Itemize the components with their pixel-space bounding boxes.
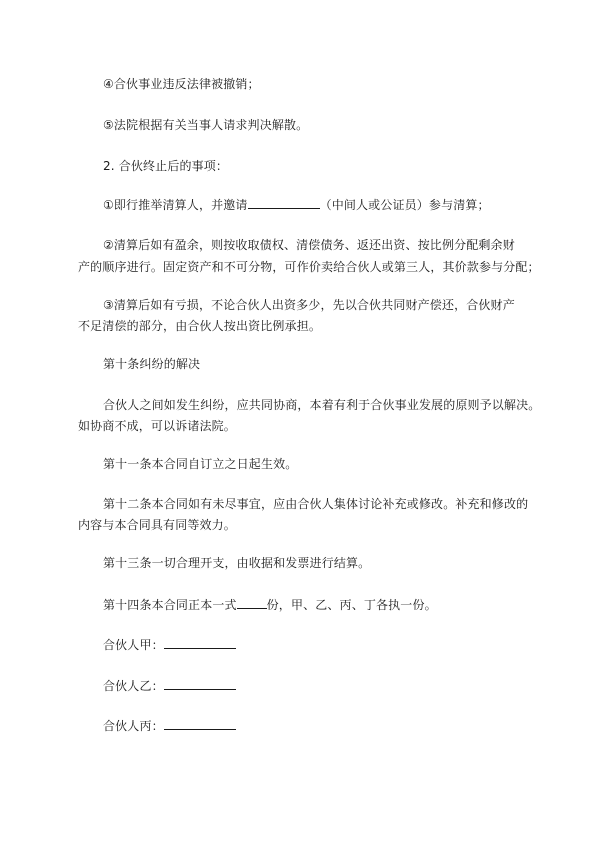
section-2-title: 2. 合伙终止后的事项：	[103, 159, 229, 173]
signature-partner-b	[103, 677, 563, 694]
article-11: 第十一条本合同自订立之日起生效。	[103, 457, 298, 471]
sub-item-2-line-1: ②清算后如有盈余，则按收取债权、清偿债务、返还出资、按比例分配剩余财	[103, 238, 515, 252]
copies-blank	[237, 596, 267, 609]
sub-item-3-line-2: 不足清偿的部分，由合伙人按出资比例承担。	[78, 319, 322, 333]
partner-a-label: 合伙人甲：	[103, 638, 164, 652]
partner-c-blank	[164, 717, 236, 730]
partner-b-label: 合伙人乙：	[103, 679, 164, 693]
article-14-suffix: 份，甲、乙、丙、丁各执一份。	[266, 598, 437, 612]
mediator-blank	[248, 196, 320, 209]
partner-a-blank	[164, 636, 236, 649]
article-14-prefix: 第十四条本合同正本一式	[103, 598, 237, 612]
sub-item-1-suffix: （中间人或公证员）参与清算；	[319, 198, 490, 212]
article-14	[103, 596, 563, 613]
partner-b-blank	[164, 677, 236, 690]
article-12-line-1: 第十二条本合同如有未尽事宜，应由合伙人集体讨论补充或修改。补充和修改的	[103, 497, 529, 511]
article-10-line-1: 合伙人之间如发生纠纷，应共同协商，本着有利于合伙事业发展的原则予以解决。	[103, 398, 541, 412]
signature-partner-a	[103, 636, 563, 653]
sub-item-3-line-1: ③清算后如有亏损，不论合伙人出资多少，先以合伙共同财产偿还，合伙财产	[103, 298, 515, 312]
sub-item-1-prefix: ①即行推举清算人，并邀请	[103, 198, 248, 212]
sub-item-1	[103, 196, 563, 213]
item-5: ⑤法院根据有关当事人请求判决解散。	[103, 118, 309, 132]
sub-item-2-line-2: 产的顺序进行。固定资产和不可分物，可作价卖给合伙人或第三人，其价款参与分配；	[78, 260, 540, 274]
partner-c-label: 合伙人丙：	[103, 719, 164, 733]
article-10-title: 第十条纠纷的解决	[103, 357, 201, 371]
article-13: 第十三条一切合理开支，由收据和发票进行结算。	[103, 556, 371, 570]
signature-partner-c	[103, 717, 563, 734]
article-12-line-2: 内容与本合同具有同等效力。	[78, 518, 236, 532]
article-10-line-2: 如协商不成，可以诉诸法院。	[78, 419, 236, 433]
item-4: ④合伙事业违反法律被撤销；	[103, 77, 260, 91]
